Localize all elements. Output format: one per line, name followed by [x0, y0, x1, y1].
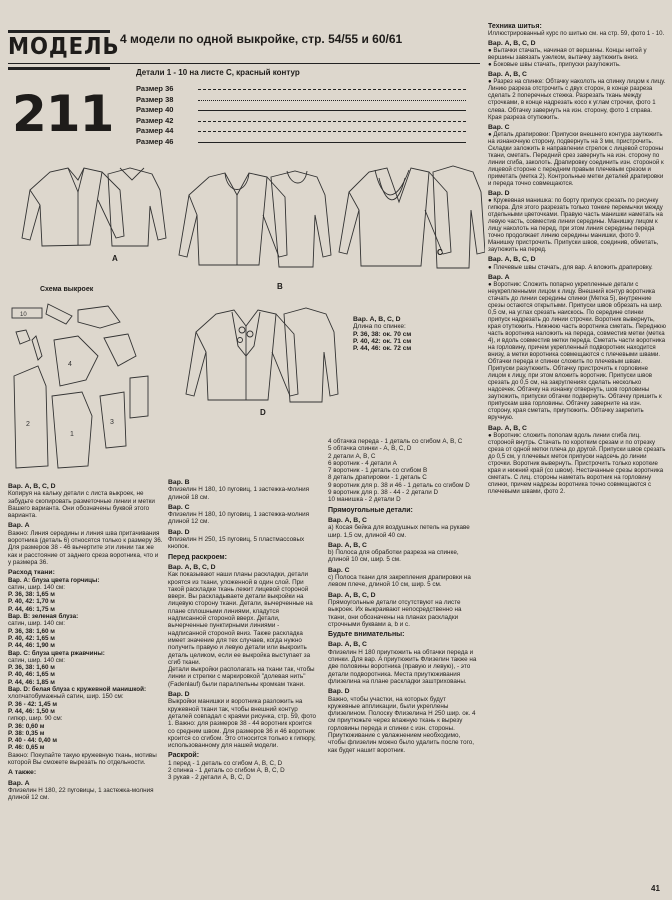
- paragraph: 7 воротник - 1 деталь со сгибом B: [328, 467, 428, 475]
- paragraph: P. 40, 42: 1,70 м: [8, 598, 55, 606]
- paragraph: Флизелин Н 250, 15 пуговиц, 5 пластмассовых кнопок.: [168, 536, 305, 551]
- size-label: Размер 42: [136, 115, 174, 125]
- figure-label-b: B: [277, 282, 283, 291]
- paragraph: Вар. D: [168, 691, 190, 699]
- paragraph: 6 воротник - 4 детали A: [328, 459, 397, 467]
- size-line-dashed: [198, 121, 466, 122]
- model-number: 211: [12, 85, 114, 143]
- paragraph: P. 36, 38: 1,60 м: [8, 627, 55, 635]
- paragraph: ● Вытачки стачать, начиная от вершины. Концы нитей у вершины завязать узелком, вытачку заутюжить вниз.: [488, 47, 647, 62]
- model-logo: [8, 30, 120, 70]
- paragraph: Важно: Покупайте такую кружевную ткань, мотивы которой Вы сможете вырезать по отдельности.: [8, 751, 157, 766]
- paragraph: P. 40 - 44: 0,40 м: [8, 737, 58, 745]
- pattern-number: 2: [26, 421, 30, 428]
- paragraph: P. 40, 42: 1,65 м: [8, 634, 55, 642]
- paragraph: Вар. A, B, C, D: [168, 563, 216, 571]
- paragraph: Раскрой:: [168, 752, 200, 760]
- schema-title: Схема выкроек: [40, 286, 94, 293]
- paragraph: c) Полоса ткани для закрепления драпировки на левом плече, длиной 10 см, шир. 5 см.: [328, 574, 471, 589]
- length-item: P. 44, 46: ок. 72 см: [353, 345, 412, 353]
- lengths-sub: Длина по спинке:: [353, 323, 406, 331]
- paragraph: 9 воротник для р. 38 - 44 - 2 детали D: [328, 489, 439, 497]
- text-column-4: [488, 20, 666, 495]
- paragraph: P. 46: 0,65 м: [8, 744, 45, 752]
- paragraph: P. 36, 38: 1,65 м: [8, 591, 55, 599]
- paragraph: P. 36: 0,60 м: [8, 722, 45, 730]
- logo-text: МОДЕЛЬ: [8, 34, 120, 60]
- figure-label-a: A: [112, 254, 118, 263]
- paragraph: Прямоугольные детали:: [328, 506, 413, 514]
- details-line: Детали 1 - 10 на листе С, красный контур: [136, 68, 300, 77]
- paragraph: Вар. B: зеленая блуза:: [8, 613, 79, 621]
- paragraph: Вар. A: [8, 522, 30, 530]
- size-row: [136, 84, 466, 95]
- paragraph: ● Воротник: сложить пополам вдоль линии сгиба лиц. стороной внутрь. Стачать по коротким срезам и по отрезку среза от одной метки плеча до другой. Припуски швов срезать до 0,5 см, у плечевых меток припуски надсечь до линии строчки. Воротник вывернуть. Пристрочить только короткие края и нижний край (со швом). Нестачанные срезы воротника сметать. С лиц. стороны наметать воротник на горловину спинки, причем надрезы воротника точно совмещаются с плечевыми швами, фото 2.: [488, 431, 666, 495]
- paragraph: Важно: Линия середины и линия шва притачивания воротника (деталь 6) относятся только к размеру 36. Для размеров 38 - 46 вычертите эти линии так же как и расстояние от заднего среза воротника, что и у размера 36.: [8, 529, 163, 566]
- paragraph: Вар. A, B, C, D: [328, 591, 376, 599]
- paragraph: P. 38: 0,35 м: [8, 729, 45, 737]
- paragraph: Вар. C: блуза цвета ржавчины:: [8, 649, 105, 657]
- paragraph: сатин, шир. 140 см:: [8, 583, 65, 591]
- paragraph: Как показывают наши планы раскладки, детали кроятся из ткани, уложенной в один слой. При такой раскладке ткань лежит лицевой стороной вверх. Вы раскладываете детали выкройки на лицевую сторону ткани. Детали, вычерченные на плане сплошными линиями, кладутся надписанной стороной вверх. Детали, вычерченные пунктирными линиями - надписанной стороной вниз. Также раскладка имеет значение для тех случаев, когда нужно получить правую и левую детали или выкроить деталь целиком, если ее выкройка выступает за сгиб ткани.: [168, 571, 313, 666]
- pattern-number: 10: [20, 312, 27, 318]
- paragraph: А также:: [8, 769, 37, 777]
- paragraph: Флизелин Н 180 приутюжить на обтачки переда и спинки. Для вар. A приутюжить Флизелин также на две половины воротника (правую и левую), - это детали подворотника. Места приутюживания флизелина на плане раскладки заштрихованы.: [328, 648, 477, 685]
- paragraph: Вар. A, B, C: [328, 516, 367, 524]
- paragraph: b) Полоса для обработки разреза на спинке, длиной 10 см, шир. 5 см.: [328, 549, 459, 564]
- size-line-solid: [198, 142, 466, 143]
- paragraph: Флизелин Н 180, 10 пуговиц, 1 застежка-молния длиной 12 см.: [168, 511, 310, 526]
- paragraph: ● Плечевые швы стачать, для вар. A вложить драпировку.: [488, 263, 653, 271]
- text-column-3: [328, 438, 478, 754]
- paragraph: Важно, чтобы участки, на которых будут кружевные аппликации, были укреплены флизелином. Полоску Флизелина Н 250 шир. ок. 4 см приутюжьте через влажную ткань к вырезу горловины переда и спинки с изн. стороны. Приутюживание с увлажнением необходимо, чтобы флизелин можно было удалить после того, как будет нашит воротник.: [328, 695, 476, 754]
- paragraph: Вар. A, B, C, D: [488, 40, 536, 48]
- paragraph: сатин, шир. 140 см:: [8, 620, 65, 628]
- figure-label-c: C: [437, 248, 443, 257]
- paragraph: 8 деталь драпировки - 1 деталь C: [328, 474, 427, 482]
- paragraph: ● Деталь драпировки: Припуски внешнего контура заутюжить на изнаночную сторону, подвернуть на 3 мм, пристрочить. Складки заложить в направлении стрелок с лицевой стороны ткани, сметать. Передний срез завернуть на изн. сторону по линии сгиба, заколоть. Драпировку соединить изн. стороной к лицевой стороне с передним правым плечевым срезом и приметать (метка 2). Контрольные метки деталей драпировки и переда точно совмещаются.: [488, 130, 664, 187]
- page-headline: 4 модели по одной выкройке, стр. 54/55 и 60/61: [120, 32, 403, 46]
- size-label: Размер 40: [136, 105, 174, 114]
- paragraph: P. 44, 46: 1,90 м: [8, 642, 55, 650]
- paragraph: Вар. D: белая блуза с кружевной манишкой:: [8, 686, 147, 694]
- paragraph: Вар. A, B, C: [488, 424, 527, 432]
- paragraph: Вар. A: блуза цвета горчицы:: [8, 576, 100, 584]
- paragraph: ● Разрез на спинке: Обтачку наколоть на спинку лицом к лицу. Линию разреза отстрочить с двух сторон, в конце разреза сделать 2 поперечных стежка. Разрезать ткань между строчками, в конце надрезать косо к углам строчки, фото 1 слева. Обтачку завернуть на изн. сторону, фото 1 справа. Края разреза отутюжить.: [488, 78, 666, 121]
- paragraph: Прямоугольные детали отсутствуют на листе выкроек. Их выкраивают непосредственно на ткани, они обозначены на планах раскладки строчными буквами a, b и c.: [328, 598, 462, 628]
- blouse-d-sketch: [180, 296, 340, 416]
- paragraph: 1 перед - 1 деталь со сгибом A, B, C, D: [168, 759, 283, 767]
- size-line-solid: [198, 110, 466, 111]
- size-line-dotted: [198, 100, 466, 101]
- paragraph: ● Боковые швы стачать, припуски разутюжить.: [488, 61, 621, 69]
- size-row: [136, 95, 466, 106]
- pattern-schema: [8, 296, 158, 476]
- paragraph: Флизелин Н 180, 22 пуговицы, 1 застежка-молния длиной 12 см.: [8, 786, 154, 802]
- paragraph: Вар. C: [488, 123, 510, 131]
- text-column-1: [8, 480, 163, 801]
- paragraph: Вар. A, B, C: [328, 641, 367, 649]
- paragraph: Вар. D: [168, 528, 190, 536]
- paragraph: 5 обтачка спинки - A, B, C, D: [328, 445, 412, 453]
- size-row: [136, 116, 466, 127]
- paragraph: Иллюстрированный курс по шитью см. на стр. 59, фото 1 - 10.: [488, 30, 665, 38]
- paragraph: ● Кружевная манишка: по борту припуск срезать по рисунку гипюра. Для этого разрезать только тонкие перемычки между отдельными цветочками. Правую часть манишки наметать на левую часть, совместив линии середины. Манишку лицом к лицу наколоть на перед, при этом линия середины переда точно продолжает линию середины манишки, фото 9. Манишку пристрочить. Припуски швов, соединив, обметать, заутюжить на перед.: [488, 197, 663, 254]
- size-legend: [136, 84, 466, 147]
- pattern-number: 4: [68, 361, 72, 368]
- paragraph: 3 рукав - 2 детали A, B, C, D: [168, 774, 251, 782]
- paragraph: Будьте внимательны:: [328, 631, 405, 639]
- figure-label-d: D: [260, 408, 266, 417]
- paragraph: P. 44, 46: 1,75 м: [8, 605, 55, 613]
- paragraph: сатин, шир. 140 см:: [8, 656, 65, 664]
- paragraph: P. 44, 46: 1,85 м: [8, 678, 55, 686]
- paragraph: 10 манишка - 2 детали D: [328, 496, 401, 504]
- text-column-2: [168, 476, 318, 782]
- length-item: P. 40, 42: ок. 71 см: [353, 337, 412, 345]
- paragraph: 4 обтачка переда - 1 деталь со сгибом A, B, C: [328, 438, 463, 445]
- header-rule: [8, 63, 480, 64]
- paragraph: Флизелин Н 180, 10 пуговиц, 1 застежка-молния длиной 18 см.: [168, 486, 310, 501]
- pattern-number: 1: [70, 431, 74, 438]
- paragraph: хлопчатобумажный сатин, шир. 150 см:: [8, 693, 124, 701]
- paragraph: 2 детали A, B, C: [328, 452, 376, 460]
- lengths-block: [353, 316, 473, 352]
- paragraph: Перед раскроем:: [168, 553, 227, 561]
- pattern-number: 3: [110, 419, 114, 426]
- paragraph: Вар. A, B, C: [488, 71, 527, 79]
- paragraph: Вар. B: [168, 479, 190, 486]
- paragraph: Вар. A, B, C: [328, 541, 367, 549]
- paragraph: 9 воротник для р. 38 и 46 - 1 деталь со сгибом D: [328, 481, 470, 489]
- paragraph: Вар. A: [488, 273, 510, 281]
- paragraph: Детали выкройки располагать на ткани так, чтобы линии и стрелки с маркировкой "долевая нить" (Fadenlauf) были параллельны кромкам ткани.: [168, 666, 315, 688]
- paragraph: Выкройки манишки и воротника разложить на кружевной ткани так, чтобы внешний контур деталей совпадал с краями рисунка, стр. 59, фото 1. Важно: для размеров 38 - 44 воротник кроится со средним швом. Для размеров 36 и 46 воротник кроится со сгибом. Это относится только к гипюру, использованному для нашей модели.: [168, 698, 317, 750]
- paragraph: P. 36, 38: 1,60 м: [8, 664, 55, 672]
- paragraph: a) Косая бейка для воздушных петель на рукаве шир. 1,5 см, длиной 40 см.: [328, 524, 470, 539]
- blouse-c-sketch: [335, 148, 485, 283]
- paragraph: Копируя на кальку детали с листа выкроек, не забудьте скопировать разметочные линии и метки Вашего варианта. Они обозначены буквой этого варианта.: [8, 490, 155, 520]
- size-label: Размер 36: [136, 84, 174, 93]
- paragraph: Расход ткани:: [8, 569, 55, 577]
- paragraph: Вар. C: [328, 566, 350, 574]
- paragraph: Вар. C: [168, 503, 190, 511]
- paragraph: Вар. A, B, C, D: [8, 483, 56, 490]
- paragraph: Вар. A, B, C, D: [488, 256, 536, 264]
- paragraph: P. 44, 46: 1,50 м: [8, 707, 55, 715]
- size-label: Размер 46: [136, 136, 174, 146]
- paragraph: Вар. D: [328, 688, 350, 696]
- paragraph: Техника шитья:: [488, 23, 542, 30]
- paragraph: P. 40, 46: 1,65 м: [8, 671, 55, 679]
- size-row: [136, 126, 466, 137]
- paragraph: Вар. D: [488, 190, 510, 198]
- paragraph: P. 36 - 42: 1,45 м: [8, 700, 58, 708]
- size-row: [136, 105, 466, 116]
- paragraph: ● Воротник: Сложить попарно укрепленные детали с неукрепленными лицом к лицу. Внешний контур воротника стачать до линии середины спинки (Метка 5), внутренние срезы остаются открытыми. Припуски швов обрезать на шир. 0,5 см, на углах срезать наискось. По середине спинки припуск надрезать до линии строчки. Воротник вывернуть, края отутюжить. Нижнюю часть воротника сметать. Переднюю часть воротника наложить на переда, совместив метки (метка 4), и вдоль совместив метки переда. Сметать части воротника на горловину, причем укрепленный подворотник находится внизу, а метки воротника совмещаются с плечевыми швами. Обтачки переда и спинки сложить по плечевым швам. Припуски разутюжить. Обтачку пристрочить к горловине лицом к лицу, при этом вложить воротник. Припуски швов срезать до 0,5 см, на закруглениях сделать несколько надсечек. Обтачку на изнанку отвернуть, шов горловины заутюжить, припуски обтачки подвернуть. Обтачку пришить к припускам шва горловины. Обтачку заверните на изн. сторону, края сметать, приутюжить. Обтачку закрепить вручную.: [488, 280, 666, 422]
- size-label: Размер 38: [136, 94, 174, 104]
- lengths-title: Вар. A, B, C, D: [353, 316, 401, 323]
- page-number: 41: [651, 884, 660, 893]
- paragraph: Вар. A: [8, 779, 30, 787]
- blouse-a-sketch: [20, 150, 170, 260]
- length-item: P. 36, 38: ок. 70 см: [353, 330, 412, 338]
- blouse-b-sketch: [175, 155, 335, 285]
- paragraph: 2 спинка - 1 деталь со сгибом A, B, C, D: [168, 766, 285, 774]
- size-row: [136, 137, 466, 148]
- size-label: Размер 44: [136, 126, 174, 135]
- paragraph: гипюр, шир. 90 см:: [8, 715, 63, 723]
- size-line-longdash: [198, 131, 466, 132]
- size-line-dashdot: [198, 89, 466, 90]
